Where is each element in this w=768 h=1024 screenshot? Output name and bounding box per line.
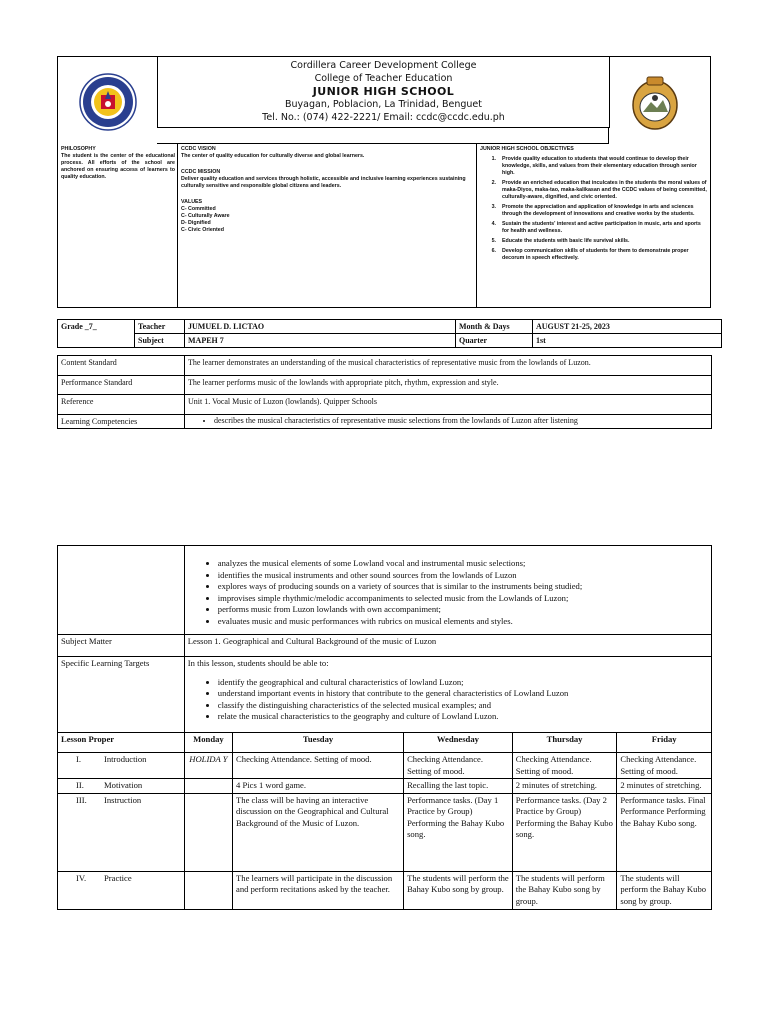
- table-cell: Checking Attendance. Setting of mood.: [404, 753, 513, 779]
- value-item: D- Dignified: [181, 220, 211, 226]
- vision-section: [181, 146, 473, 234]
- table-cell: [184, 793, 232, 871]
- objectives-title: JUNIOR HIGH SCHOOL OBJECTIVES: [480, 146, 574, 152]
- table-cell: Performance tasks. Final Performance Performing the Bahay Kubo song.: [617, 793, 712, 871]
- quarter-value: 1st: [533, 334, 722, 348]
- target-item: • understand important events in history that contribute to the general characteristics of Lowland Luzon: [218, 688, 708, 700]
- table-cell: The students will perform the Bahay Kubo song by group.: [617, 871, 712, 909]
- table-cell: Performance tasks. (Day 1 Practice by Group) Performing the Bahay Kubo song.: [404, 793, 513, 871]
- ccdc-logo-icon: [631, 74, 679, 132]
- row-label: Practice: [104, 872, 132, 883]
- standard-label: Learning Competencies: [58, 415, 185, 429]
- table-cell: The learners will participate in the discussion and perform recitations asked by the teacher.: [233, 871, 404, 909]
- month-value: AUGUST 21-25, 2023: [533, 320, 722, 334]
- objective-item: 4. Sustain the students' interest and active participation in music, arts and sports for health and wellness.: [491, 221, 701, 234]
- lesson-table: [57, 545, 712, 910]
- header-divider: [157, 127, 609, 144]
- objective-item: 3. Promote the appreciation and application of knowledge in arts and sciences through the development of innovations and creative works by the students.: [491, 204, 695, 217]
- value-item: C- Culturally Aware: [181, 213, 230, 219]
- competency-item: • evaluates music and music performances with rubrics on musical elements and styles.: [218, 616, 708, 628]
- standard-label: Content Standard: [58, 356, 185, 376]
- subject-label: Subject: [135, 334, 185, 348]
- table-cell: Recalling the last topic.: [404, 779, 513, 794]
- value-item: C- Civic Oriented: [181, 227, 224, 233]
- vision-text: The center of quality education for culturally diverse and global learners.: [181, 153, 365, 159]
- mission-text: Deliver quality education and services through holistic, accessible and inclusive learning experiences sustaining culturally sensitive and responsible global citizens and leaders.: [181, 176, 466, 189]
- philosophy-section: [61, 146, 175, 181]
- competency-item: • performs music from Luzon lowlands with own accompaniment;: [218, 604, 708, 616]
- column-divider: [476, 144, 477, 308]
- table-cell: The students will perform the Bahay Kubo song by group.: [512, 871, 617, 909]
- objective-item: 6. Develop communication skills of students for them to demonstrate proper decorum in speech effectively.: [491, 248, 689, 261]
- standard-value: Unit 1. Vocal Music of Luzon (lowlands). Quipper Schools: [185, 395, 712, 415]
- table-cell: Performance tasks. (Day 2 Practice by Group) Performing the Bahay Kubo song.: [512, 793, 617, 871]
- objective-item: 2. Provide an enriched education that inculcates in the students the moral values of maka-Diyos, maka-tao, maka-kalikasan and the CCDC values of being committed, culturally-aware, dignified, and civic oriented.: [491, 180, 707, 200]
- subject-matter-label: Subject Matter: [58, 635, 185, 657]
- target-item: • classify the distinguishing characteristics of the selected musical examples; and: [218, 700, 708, 712]
- header-tuesday: Tuesday: [233, 733, 404, 753]
- vision-title: CCDC VISION: [181, 146, 216, 152]
- grade-cell: Grade _7_: [58, 320, 135, 334]
- college-name: Cordillera Career Development College: [290, 60, 477, 71]
- row-label: Motivation: [104, 780, 143, 790]
- competency-item: • describes the musical characteristics of representative music selections from the lowlands of Luzon after listening: [214, 415, 708, 426]
- school-contact: Tel. No.: (074) 422-2221/ Email: ccdc@ccdc.edu.ph: [262, 112, 505, 123]
- teacher-label: Teacher: [135, 320, 185, 334]
- quarter-label: Quarter: [456, 334, 533, 348]
- table-row: II. Motivation 4 Pics 1 word game. Recalling the last topic. 2 minutes of stretching. 2 minutes of stretching.: [58, 779, 712, 794]
- row-label: Instruction: [104, 794, 142, 805]
- standard-value: The learner performs music of the lowlands with appropriate pitch, rhythm, expression and style.: [185, 376, 712, 395]
- target-item: • relate the musical characteristics to the geography and culture of Lowland Luzon.: [218, 711, 708, 723]
- subject-value: MAPEH 7: [185, 334, 456, 348]
- header-lesson-proper: Lesson Proper: [58, 733, 185, 753]
- standard-label: Performance Standard: [58, 376, 185, 395]
- standard-value: The learner demonstrates an understanding of the musical characteristics of representative music from the lowlands of Luzon.: [185, 356, 712, 376]
- standards-table: [57, 355, 712, 429]
- table-row: III. Instruction The class will be having an interactive discussion on the Geographical and Cultural Background of the Music of Luzon. Performance tasks. (Day 1 Practice by Group) Performing the Bahay Kubo song. Performance tasks. (Day 2 Practice by Group) Performing the Bahay Kubo song. Performance tasks. Final Performance Performing the Bahay Kubo song.: [58, 793, 712, 871]
- targets-list: [188, 677, 708, 723]
- standard-label: Reference: [58, 395, 185, 415]
- info-table: [57, 319, 722, 348]
- school-address: Buyagan, Poblacion, La Trinidad, Benguet: [285, 99, 482, 110]
- holiday-cell: HOLIDA Y: [184, 753, 232, 779]
- table-cell: Checking Attendance. Setting of mood.: [617, 753, 712, 779]
- table-cell: 2 minutes of stretching.: [617, 779, 712, 794]
- header-friday: Friday: [617, 733, 712, 753]
- school-header: [157, 56, 610, 128]
- month-label: Month & Days: [456, 320, 533, 334]
- table-cell: Checking Attendance. Setting of mood.: [512, 753, 617, 779]
- table-cell: 2 minutes of stretching.: [512, 779, 617, 794]
- objective-item: 5. Educate the students with basic life survival skills.: [491, 238, 630, 244]
- objectives-section: [480, 146, 708, 265]
- table-cell: The students will perform the Bahay Kubo song by group.: [404, 871, 513, 909]
- values-title: VALUES: [181, 199, 203, 205]
- targets-intro: In this lesson, students should be able to:: [187, 658, 329, 668]
- competency-item: • improvises simple rhythmic/melodic accompaniments to selected music from the Lowlands of Luzon;: [218, 593, 708, 605]
- value-item: C- Committed: [181, 206, 216, 212]
- targets-label: Specific Learning Targets: [58, 657, 185, 733]
- competencies-list: [188, 558, 708, 627]
- mission-title: CCDC MISSION: [181, 169, 221, 175]
- objective-item: 1. Provide quality education to students that would continue to develop their knowledge, skills, and values from their elementary education through senior high.: [491, 156, 697, 176]
- subject-matter-value: Lesson 1. Geographical and Cultural Background of the music of Luzon: [184, 635, 711, 657]
- header-monday: Monday: [184, 733, 232, 753]
- competency-item: • analyzes the musical elements of some Lowland vocal and instrumental music selections;: [218, 558, 708, 570]
- table-row: IV. Practice The learners will participate in the discussion and perform recitations asked by the teacher. The students will perform the Bahay Kubo song by group. The students will perform the Bahay Kubo song by group. The students will perform the Bahay Kubo song by group.: [58, 871, 712, 909]
- table-row: I. Introduction HOLIDA Y Checking Attendance. Setting of mood. Checking Attendance. Setting of mood. Checking Attendance. Setting of mood. Checking Attendance. Setting of mood.: [58, 753, 712, 779]
- row-label: Introduction: [104, 754, 147, 764]
- school-name: JUNIOR HIGH SCHOOL: [312, 85, 455, 98]
- header-thursday: Thursday: [512, 733, 617, 753]
- teacher-value: JUMUEL D. LICTAO: [185, 320, 456, 334]
- table-cell: 4 Pics 1 word game.: [233, 779, 404, 794]
- competency-item: • explores ways of producing sounds on a variety of sources that is similar to the instruments being studied;: [218, 581, 708, 593]
- table-cell: [184, 779, 232, 794]
- deped-seal-icon: [79, 73, 137, 131]
- table-cell: The class will be having an interactive discussion on the Geographical and Cultural Background of the Music of Luzon.: [233, 793, 404, 871]
- philosophy-title: PHILOSOPHY: [61, 146, 96, 152]
- standard-value: [185, 415, 712, 429]
- competency-item: • identifies the musical instruments and other sound sources from the lowlands of Luzon: [218, 570, 708, 582]
- column-divider: [177, 144, 178, 308]
- philosophy-text: The student is the center of the educational process. All efforts of the school are anchored on ensuring access of learners to quality education.: [61, 153, 175, 180]
- table-cell: [184, 871, 232, 909]
- table-cell: Checking Attendance. Setting of mood.: [233, 753, 404, 779]
- college-subname: College of Teacher Education: [314, 73, 453, 84]
- target-item: • identify the geographical and cultural characteristics of lowland Luzon;: [218, 677, 708, 689]
- header-wednesday: Wednesday: [404, 733, 513, 753]
